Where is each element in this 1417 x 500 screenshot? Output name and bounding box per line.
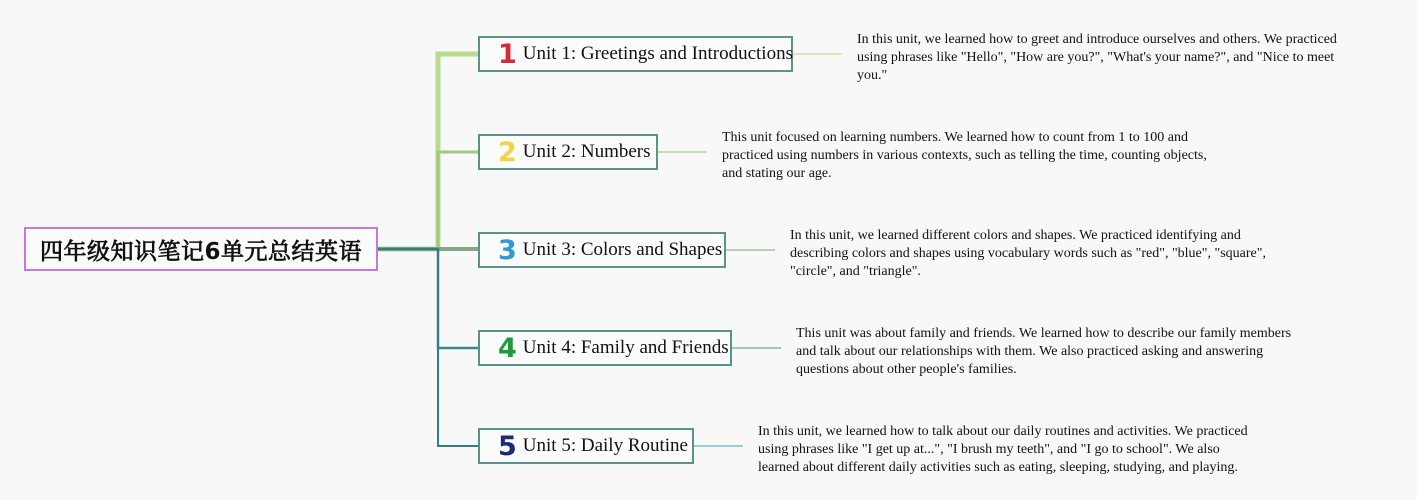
unit-1-topic[interactable] xyxy=(478,36,793,72)
central-topic[interactable]: 四年级知识笔记6单元总结英语 xyxy=(24,227,378,271)
unit-5-topic[interactable] xyxy=(478,428,694,464)
unit-1-note: In this unit, we learned how to greet and introduce ourselves and others. We practiced using phrases like "Hello", "How are you?", "What's your name?", and "Nice to meet you." xyxy=(857,32,1337,83)
branch-line-4 xyxy=(378,249,478,348)
unit-3-title: Unit 3: Colors and Shapes xyxy=(522,239,723,260)
unit-3-note: In this unit, we learned different colors and shapes. We practiced identifying and describing colors and shapes using vocabulary words such as "red", "blue", "square", "circle", and "triangle". xyxy=(790,228,1266,279)
unit-4-title: Unit 4: Family and Friends xyxy=(522,337,729,358)
unit-5-title: Unit 5: Daily Routine xyxy=(522,435,688,456)
number-1-icon: 1 xyxy=(498,38,517,70)
unit-3-topic[interactable] xyxy=(478,232,726,268)
unit-5-note: In this unit, we learned how to talk about our daily routines and activities. We practiced using phrases like "I get up at...", "I brush my teeth", and "I go to school". We also learned about different daily activities such as eating, sleeping, studying, and playing. xyxy=(758,424,1248,475)
unit-4-topic[interactable] xyxy=(478,330,732,366)
number-3-icon: 3 xyxy=(498,234,517,266)
unit-2-title: Unit 2: Numbers xyxy=(522,141,651,162)
branch-line-2 xyxy=(378,152,478,249)
unit-4-note: This unit was about family and friends. We learned how to describe our family members and talk about our relationships with them. We also practiced asking and answering questions about other people's families. xyxy=(796,326,1292,377)
number-5-icon: 5 xyxy=(498,430,517,462)
unit-2-topic[interactable] xyxy=(478,134,658,170)
unit-1-title: Unit 1: Greetings and Introductions xyxy=(522,43,793,64)
unit-2-note: This unit focused on learning numbers. We learned how to count from 1 to 100 and practiced using numbers in various contexts, such as telling the time, counting objects, and stating our age. xyxy=(722,130,1207,181)
number-2-icon: 2 xyxy=(498,136,517,168)
number-4-icon: 4 xyxy=(498,332,517,364)
